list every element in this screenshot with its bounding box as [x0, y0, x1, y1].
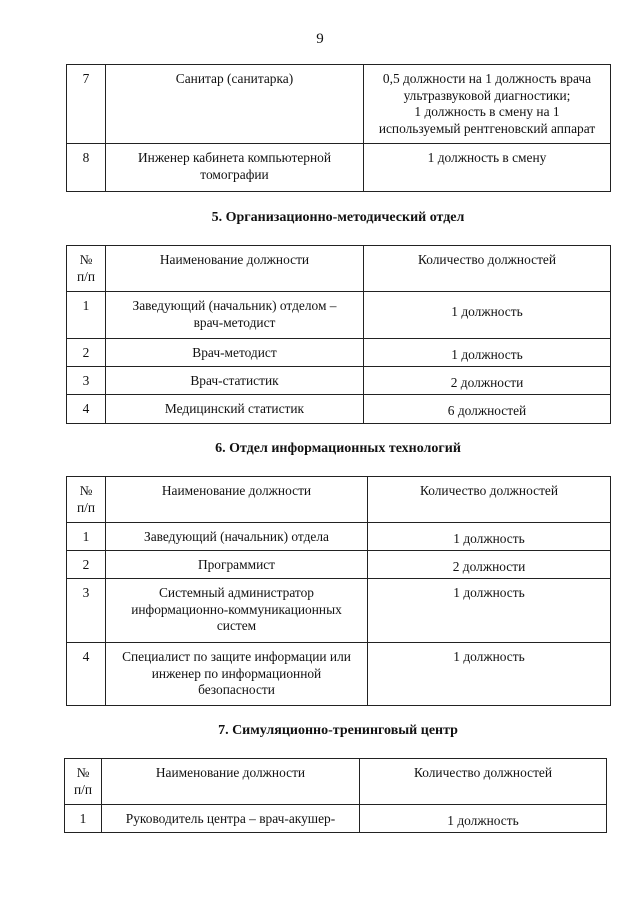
- position-quantity: 1 должность: [360, 805, 607, 833]
- header-number: № п/п: [67, 246, 106, 292]
- position-name: Заведующий (начальник) отделом – врач-методист: [106, 292, 364, 339]
- table-row: [65, 805, 607, 833]
- section6-table: [66, 476, 611, 706]
- table-row: [67, 367, 611, 395]
- row-number: 2: [67, 339, 106, 367]
- position-quantity: 1 должность: [364, 339, 611, 367]
- position-name: Медицинский статистик: [106, 395, 364, 424]
- row-number: 4: [67, 643, 106, 706]
- row-number: 3: [67, 367, 106, 395]
- table-row: [67, 523, 611, 551]
- row-number: 3: [67, 579, 106, 643]
- table-row: [67, 551, 611, 579]
- position-name: Инженер кабинета компьютерной томографии: [106, 144, 364, 192]
- table-row: [67, 292, 611, 339]
- position-quantity: 1 должность: [364, 292, 611, 339]
- position-name: Врач-методист: [106, 339, 364, 367]
- table-row: [67, 339, 611, 367]
- section7-table: [64, 758, 607, 833]
- row-number: 1: [67, 523, 106, 551]
- table-row: [67, 65, 611, 144]
- row-number: 8: [67, 144, 106, 192]
- position-quantity: 0,5 должности на 1 должность врача ультразвуковой диагностики; 1 должность в смену на 1 используемый рентгеновский аппарат: [364, 65, 611, 144]
- position-quantity: 1 должность: [368, 643, 611, 706]
- position-name: Врач-статистик: [106, 367, 364, 395]
- position-name: Заведующий (начальник) отдела: [106, 523, 368, 551]
- table-row: [67, 643, 611, 706]
- position-quantity: 1 должность в смену: [364, 144, 611, 192]
- table-row: [67, 579, 611, 643]
- page-number: 9: [316, 31, 324, 47]
- position-name: Специалист по защите информации или инженер по информационной безопасности: [106, 643, 368, 706]
- header-name: Наименование должности: [106, 246, 364, 292]
- row-number: 4: [67, 395, 106, 424]
- position-quantity: 2 должности: [364, 367, 611, 395]
- header-row: [67, 246, 611, 292]
- position-name: Программист: [106, 551, 368, 579]
- header-row: [65, 759, 607, 805]
- section-heading: 5. Организационно-методический отдел: [211, 210, 465, 225]
- header-name: Наименование должности: [106, 477, 368, 523]
- header-row: [67, 477, 611, 523]
- section-heading: 7. Симуляционно-тренинговый центр: [218, 723, 458, 738]
- row-number: 2: [67, 551, 106, 579]
- section-heading: 6. Отдел информационных технологий: [215, 441, 461, 456]
- row-number: 1: [67, 292, 106, 339]
- header-quantity: Количество должностей: [364, 246, 611, 292]
- row-number: 7: [67, 65, 106, 144]
- position-name: Системный администратор информационно-коммуникационных систем: [106, 579, 368, 643]
- header-number: № п/п: [65, 759, 102, 805]
- header-quantity: Количество должностей: [368, 477, 611, 523]
- continuation-table: [66, 64, 611, 192]
- position-quantity: 1 должность: [368, 579, 611, 643]
- position-quantity: 6 должностей: [364, 395, 611, 424]
- position-quantity: 1 должность: [368, 523, 611, 551]
- header-name: Наименование должности: [102, 759, 360, 805]
- position-name: Санитар (санитарка): [106, 65, 364, 144]
- table-row: [67, 144, 611, 192]
- header-quantity: Количество должностей: [360, 759, 607, 805]
- section5-table: [66, 245, 611, 424]
- position-quantity: 2 должности: [368, 551, 611, 579]
- table-row: [67, 395, 611, 424]
- header-number: № п/п: [67, 477, 106, 523]
- row-number: 1: [65, 805, 102, 833]
- position-name: Руководитель центра – врач-акушер-: [102, 805, 360, 833]
